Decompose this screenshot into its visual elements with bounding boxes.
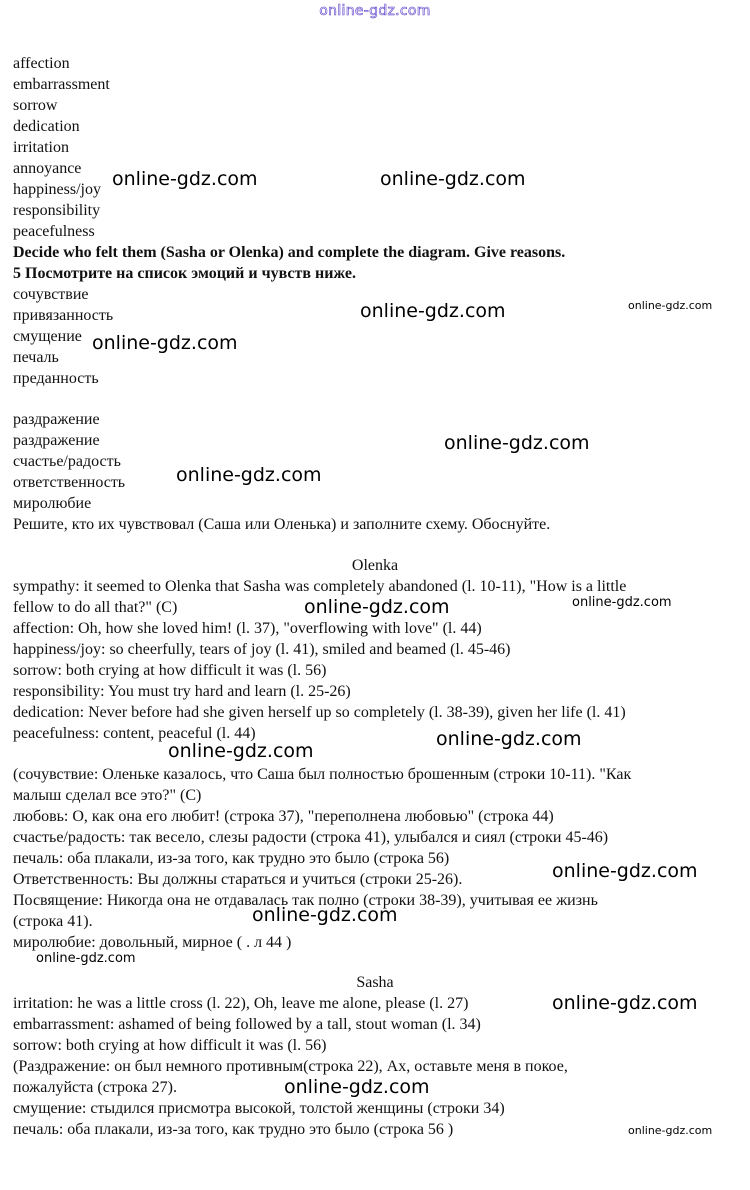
olenka-ru-line: малыш сделал все это?" (С)	[13, 787, 202, 804]
emotion-en-item: dedication	[13, 118, 80, 135]
emotion-en-item: irritation	[13, 139, 69, 156]
watermark: online-gdz.com	[444, 432, 590, 454]
olenka-ru-line: счастье/радость: так весело, слезы радости (строка 41), улыбался и сиял (строки 45-46)	[13, 829, 609, 846]
watermark: online-gdz.com	[304, 596, 450, 618]
emotion-ru-item: преданность	[13, 370, 99, 387]
sasha-ru-line: пожалуйста (строка 27).	[13, 1079, 177, 1096]
watermark: online-gdz.com	[552, 860, 698, 882]
emotion-ru-item: счастье/радость	[13, 453, 121, 470]
olenka-en-line: dedication: Never before had she given herself up so completely (l. 38-39), given her life (l. 41)	[13, 704, 626, 721]
olenka-title: Olenka	[351, 557, 399, 574]
watermark: online-gdz.com	[436, 728, 582, 750]
olenka-en-line: responsibility: You must try hard and learn (l. 25-26)	[13, 683, 351, 700]
olenka-en-line: happiness/joy: so cheerfully, tears of joy (l. 41), smiled and beamed (l. 45-46)	[13, 641, 511, 658]
watermark-small: online-gdz.com	[628, 1124, 713, 1137]
watermark-small: online-gdz.com	[36, 951, 136, 966]
olenka-ru-line: Ответственность: Вы должны стараться и учиться (строки 25-26).	[13, 871, 463, 888]
olenka-en-line: affection: Oh, how she loved him! (l. 37), "overflowing with love" (l. 44)	[13, 620, 482, 637]
emotion-ru-item: раздражение	[13, 411, 100, 428]
sasha-ru-line: смущение: стыдился присмотра высокой, толстой женщины (строки 34)	[13, 1100, 505, 1117]
emotion-en-item: sorrow	[13, 97, 58, 114]
emotion-ru-item: сочувствие	[13, 286, 89, 303]
emotion-en-item: annoyance	[13, 160, 82, 177]
watermark-small: online-gdz.com	[572, 595, 672, 610]
olenka-ru-line: (строка 41).	[13, 913, 93, 930]
emotion-ru-item: смущение	[13, 328, 82, 345]
sasha-en-line: sorrow: both crying at how difficult it was (l. 56)	[13, 1037, 327, 1054]
watermark: online-gdz.com	[168, 740, 314, 762]
emotion-ru-item: раздражение	[13, 432, 100, 449]
watermark-small: online-gdz.com	[628, 299, 713, 312]
sasha-en-line: embarrassment: ashamed of being followed by a tall, stout woman (l. 34)	[13, 1016, 481, 1033]
watermark: online-gdz.com	[380, 168, 526, 190]
emotion-ru-item: печаль	[13, 349, 59, 366]
watermark: online-gdz.com	[252, 904, 398, 926]
emotion-ru-item: миролюбие	[13, 495, 92, 512]
watermark: online-gdz.com	[112, 168, 258, 190]
watermark: online-gdz.com	[552, 992, 698, 1014]
olenka-en-line: peacefulness: content, peaceful (l. 44)	[13, 725, 256, 742]
olenka-en-line: fellow to do all that?" (C)	[13, 599, 178, 616]
olenka-ru-line: Посвящение: Никогда она не отдавалась так полно (строки 38-39), учитывая ее жизнь	[13, 892, 598, 909]
emotion-ru-item: привязанность	[13, 307, 114, 324]
olenka-ru-line: (сочувствие: Оленьке казалось, что Саша был полностью брошенным (строки 10-11). "Как	[13, 766, 632, 783]
emotion-ru-item: ответственность	[13, 474, 126, 491]
task-ru-heading: 5 Посмотрите на список эмоций и чувств ниже.	[13, 265, 356, 282]
olenka-en-line: sympathy: it seemed to Olenka that Sasha was completely abandoned (l. 10-11), "How is a little	[13, 578, 627, 595]
watermark: online-gdz.com	[284, 1076, 430, 1098]
olenka-ru-line: любовь: О, как она его любит! (строка 37), "переполнена любовью" (строка 44)	[13, 808, 554, 825]
olenka-en-line: sorrow: both crying at how difficult it was (l. 56)	[13, 662, 327, 679]
watermark: online-gdz.com	[92, 332, 238, 354]
sasha-title: Sasha	[356, 974, 394, 991]
sasha-ru-line: (Раздражение: он был немного противным(строка 22), Ах, оставьте меня в покое,	[13, 1058, 568, 1075]
task-en: Decide who felt them (Sasha or Olenka) and complete the diagram. Give reasons.	[13, 244, 566, 261]
sasha-ru-line: печаль: оба плакали, из-за того, как трудно это было (строка 56 )	[13, 1121, 454, 1138]
emotion-en-item: responsibility	[13, 202, 101, 219]
olenka-ru-line: печаль: оба плакали, из-за того, как трудно это было (строка 56)	[13, 850, 450, 867]
watermark: online-gdz.com	[360, 300, 506, 322]
emotion-en-item: embarrassment	[13, 76, 110, 93]
emotion-en-item: peacefulness	[13, 223, 95, 240]
task-ru: Решите, кто их чувствовал (Саша или Оленька) и заполните схему. Обоснуйте.	[13, 516, 551, 533]
emotion-en-item: affection	[13, 55, 70, 72]
watermark-top: online-gdz.com	[319, 3, 431, 19]
emotion-en-item: happiness/joy	[13, 181, 101, 198]
olenka-ru-line: миролюбие: довольный, мирное ( . л 44 )	[13, 934, 292, 951]
watermark: online-gdz.com	[176, 464, 322, 486]
sasha-en-line: irritation: he was a little cross (l. 22), Oh, leave me alone, please (l. 27)	[13, 995, 469, 1012]
